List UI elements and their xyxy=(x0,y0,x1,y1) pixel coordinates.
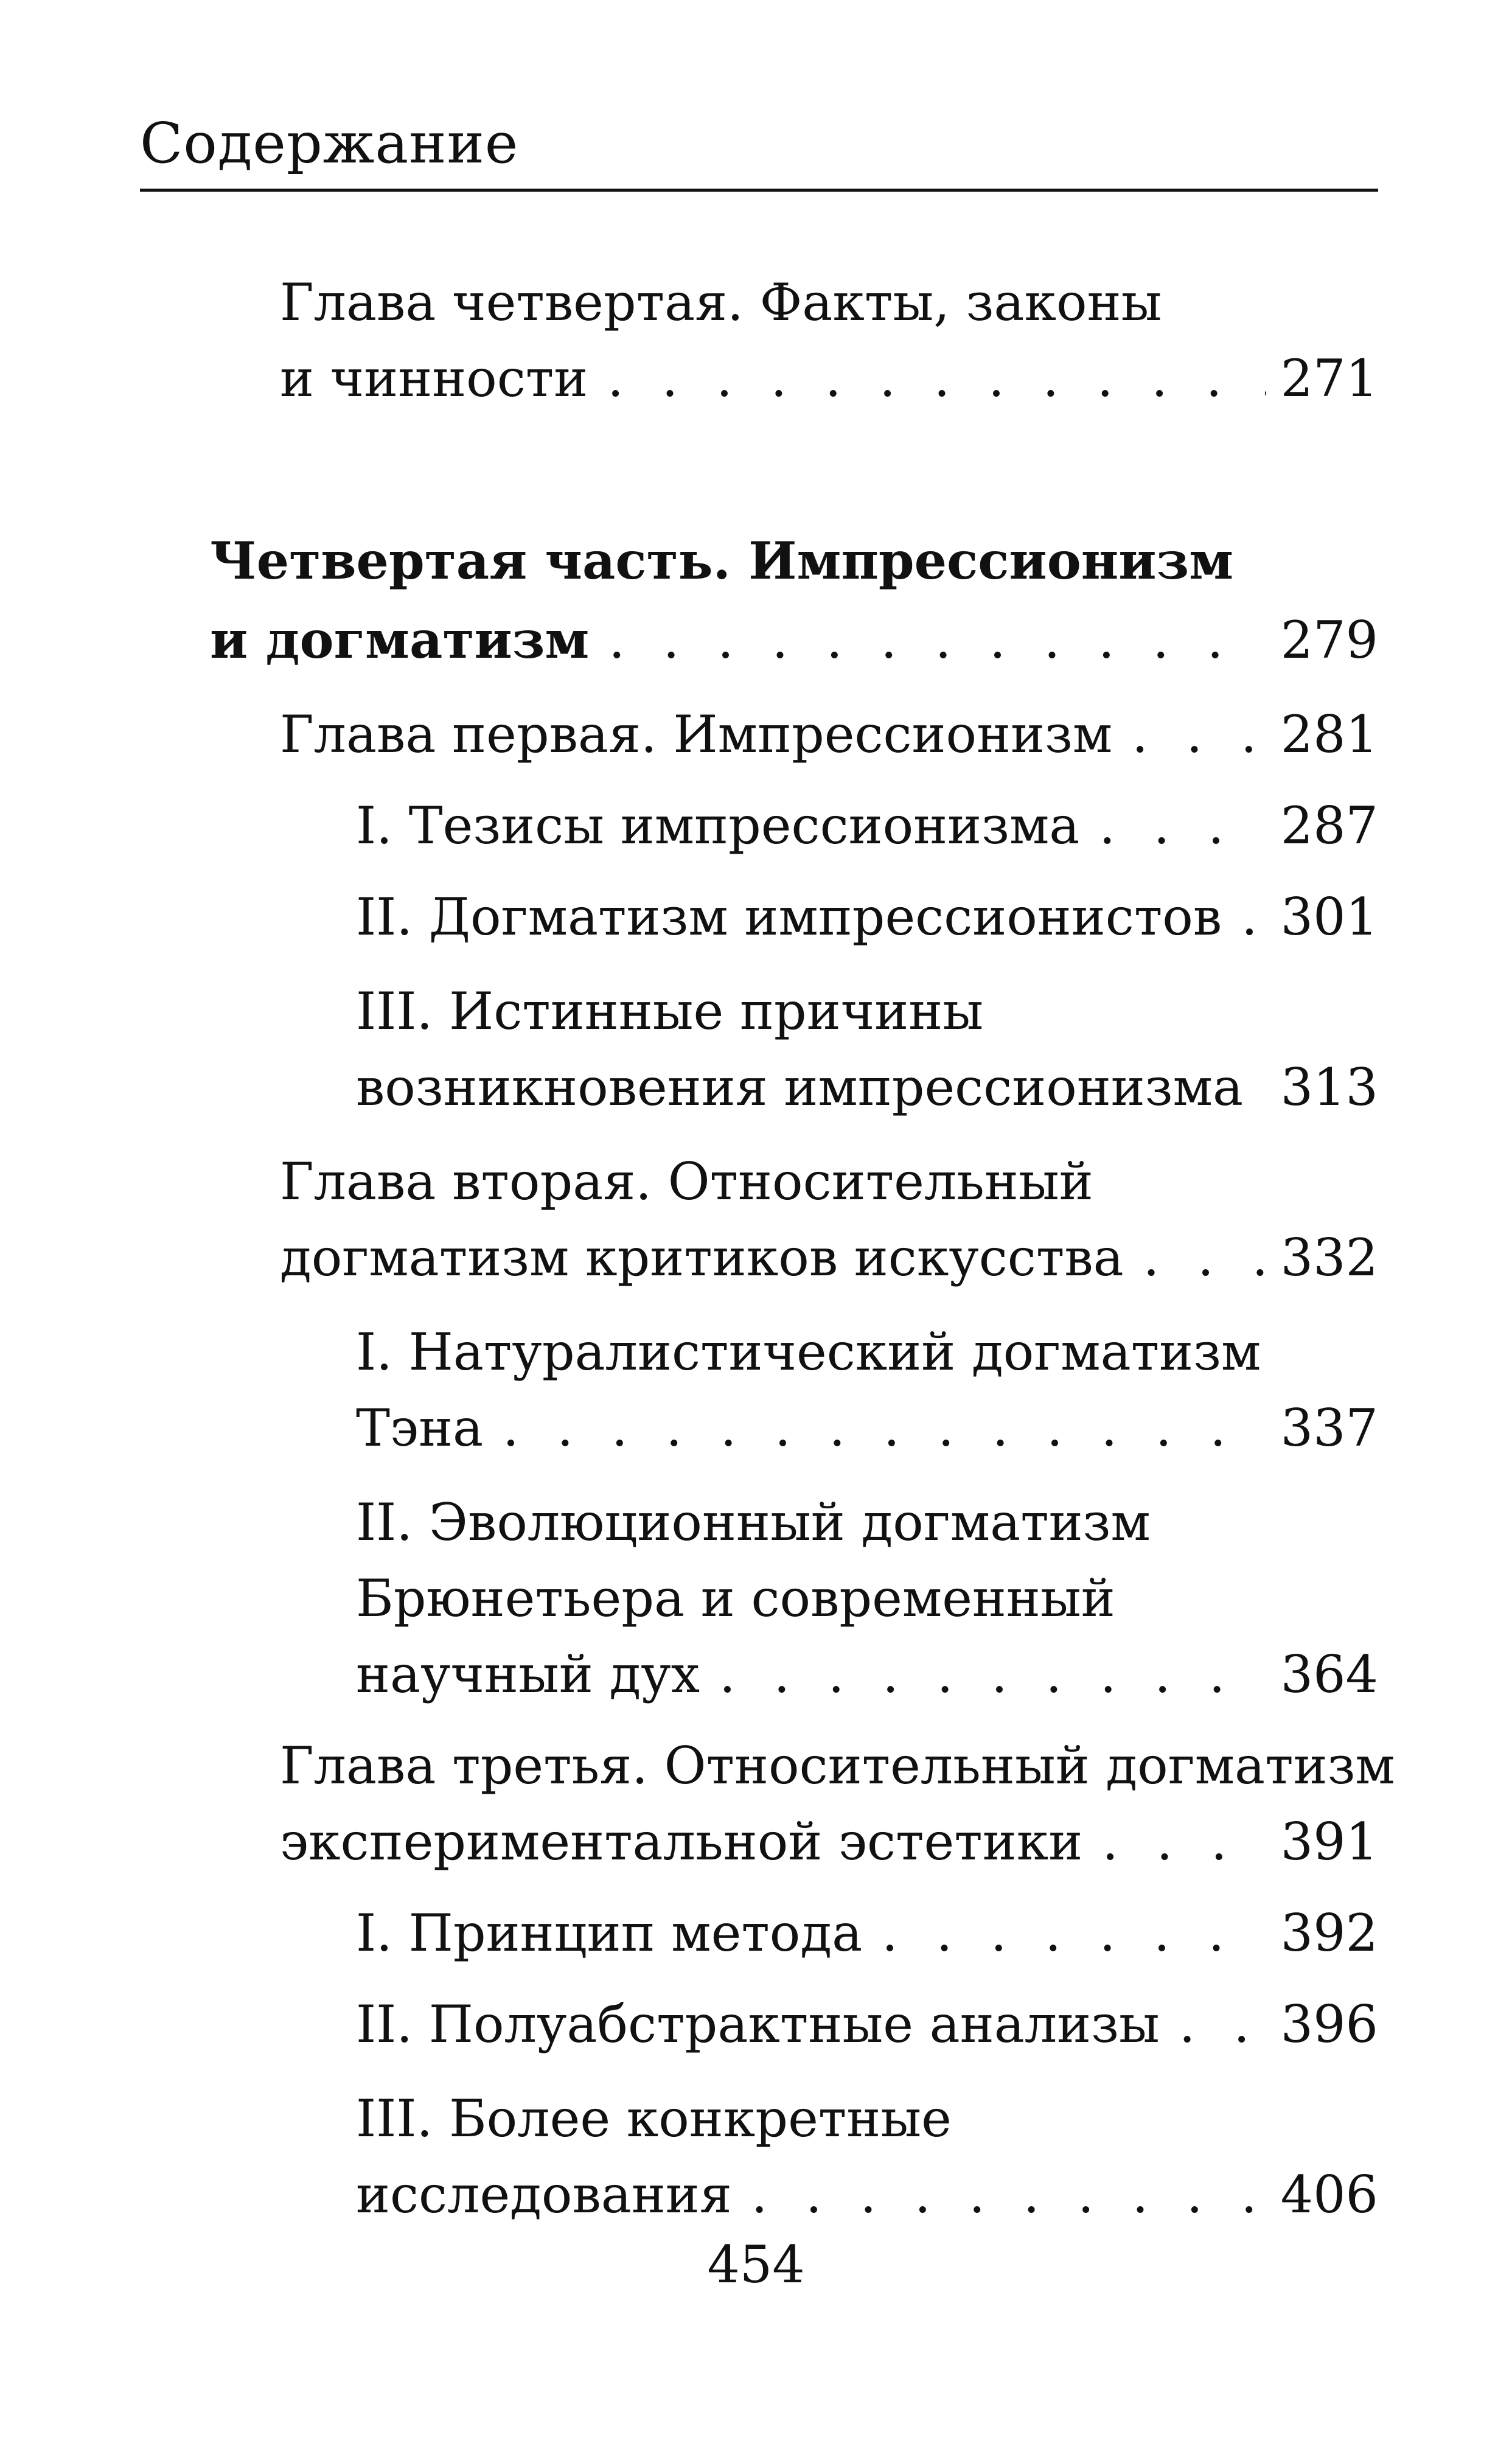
toc-entry-section-3-2[interactable] xyxy=(356,1994,1378,2054)
toc-entry-section-2-1-line-1 xyxy=(356,1322,1378,1382)
page-number: 279 xyxy=(1280,610,1378,670)
toc-entry-text: Глава третья. Относительный догматизм xyxy=(280,1736,1395,1796)
page-number: 406 xyxy=(1280,2165,1378,2224)
toc-entry-chapter-3[interactable] xyxy=(280,1812,1378,1872)
toc-entry-section-1-2[interactable] xyxy=(356,887,1378,947)
leader-dots xyxy=(1241,891,1266,942)
toc-entry-chapter-2-line-1 xyxy=(280,1152,1378,1211)
toc-entry-chapter-3-line-1 xyxy=(280,1736,1395,1796)
leader-dots xyxy=(1179,1999,1266,2050)
leader-dots xyxy=(608,615,1266,666)
toc-entry-text: I. Натуралистический догматизм xyxy=(356,1322,1261,1382)
leader-dots xyxy=(503,1402,1266,1454)
leader-dots xyxy=(1099,800,1266,851)
leader-dots xyxy=(719,1649,1266,1700)
toc-entry-text: II. Эволюционный догматизм xyxy=(356,1493,1151,1552)
page-number: 364 xyxy=(1280,1645,1378,1704)
toc-entry-section-1-3[interactable] xyxy=(356,1057,1378,1117)
page-number-folio: 454 xyxy=(707,2235,805,2294)
page-number: 281 xyxy=(1280,705,1378,764)
page-number: 301 xyxy=(1280,887,1378,947)
toc-entry-section-2-1[interactable] xyxy=(356,1398,1378,1458)
leader-dots xyxy=(1263,1062,1266,1113)
toc-entry-text: возникновения импрессионизма xyxy=(356,1057,1244,1117)
toc-entry-text: Глава четвертая. Факты, законы xyxy=(280,273,1162,332)
toc-entry-section-2-2-line-2 xyxy=(356,1569,1378,1628)
toc-entry-chapter-2[interactable] xyxy=(280,1228,1378,1287)
toc-entry-text: догматизм критиков искусства xyxy=(280,1228,1124,1287)
toc-entry-text: экспериментальной эстетики xyxy=(280,1812,1083,1872)
toc-entry-text: Четвертая часть. Импрессионизм xyxy=(210,531,1234,591)
running-head: Содержание xyxy=(140,111,519,176)
toc-entry-chapter-4[interactable] xyxy=(280,349,1378,408)
toc-entry-text: III. Истинные причины xyxy=(356,981,984,1041)
page-number: 332 xyxy=(1280,1228,1378,1287)
toc-entry-text: II. Полуабстрактные анализы xyxy=(356,1994,1160,2054)
toc-entry-text: II. Догматизм импрессионистов xyxy=(356,887,1222,947)
toc-entry-section-3-3-line-1 xyxy=(356,2089,1378,2148)
toc-entry-section-3-1[interactable] xyxy=(356,1903,1378,1963)
toc-entry-text: Брюнетьера и современный xyxy=(356,1569,1115,1628)
page-number: 396 xyxy=(1280,1994,1378,2054)
toc-entry-text: исследования xyxy=(356,2165,732,2224)
leader-dots xyxy=(1102,1816,1266,1867)
toc-entry-section-3-3[interactable] xyxy=(356,2165,1378,2224)
toc-entry-part-4-line-1 xyxy=(210,531,1378,591)
leader-dots xyxy=(1143,1232,1266,1283)
toc-entry-text: I. Тезисы импрессионизма xyxy=(356,796,1080,855)
toc-entry-part-4[interactable] xyxy=(210,610,1378,670)
toc-entry-chapter-4-line-1 xyxy=(280,273,1378,332)
toc-entry-text: Глава вторая. Относительный xyxy=(280,1152,1093,1211)
leader-dots xyxy=(1132,709,1266,760)
leader-dots xyxy=(882,1907,1266,1959)
page-number: 337 xyxy=(1280,1398,1378,1458)
toc-entry-text: Тэна xyxy=(356,1398,484,1458)
toc-entry-text: научный дух xyxy=(356,1645,700,1704)
toc-entry-text: и догматизм xyxy=(210,610,590,670)
leader-dots xyxy=(751,2169,1266,2220)
page-number: 392 xyxy=(1280,1903,1378,1963)
toc-entry-section-2-2-line-1 xyxy=(356,1493,1378,1552)
page-number: 391 xyxy=(1280,1812,1378,1872)
header-rule xyxy=(140,189,1378,192)
toc-entry-section-1-3-line-1 xyxy=(356,981,1378,1041)
toc-entry-section-1-1[interactable] xyxy=(356,796,1378,855)
page-number: 313 xyxy=(1280,1057,1378,1117)
toc-entry-chapter-1[interactable] xyxy=(280,705,1378,764)
toc-entry-text: Глава первая. Импрессионизм xyxy=(280,705,1113,764)
toc-entry-text: III. Более конкретные xyxy=(356,2089,952,2148)
leader-dots xyxy=(607,353,1266,404)
toc-entry-text: I. Принцип метода xyxy=(356,1903,863,1963)
toc-entry-section-2-2[interactable] xyxy=(356,1645,1378,1704)
toc-entry-text: и чинности xyxy=(280,349,588,408)
page-number: 287 xyxy=(1280,796,1378,855)
page-number: 271 xyxy=(1280,349,1378,408)
